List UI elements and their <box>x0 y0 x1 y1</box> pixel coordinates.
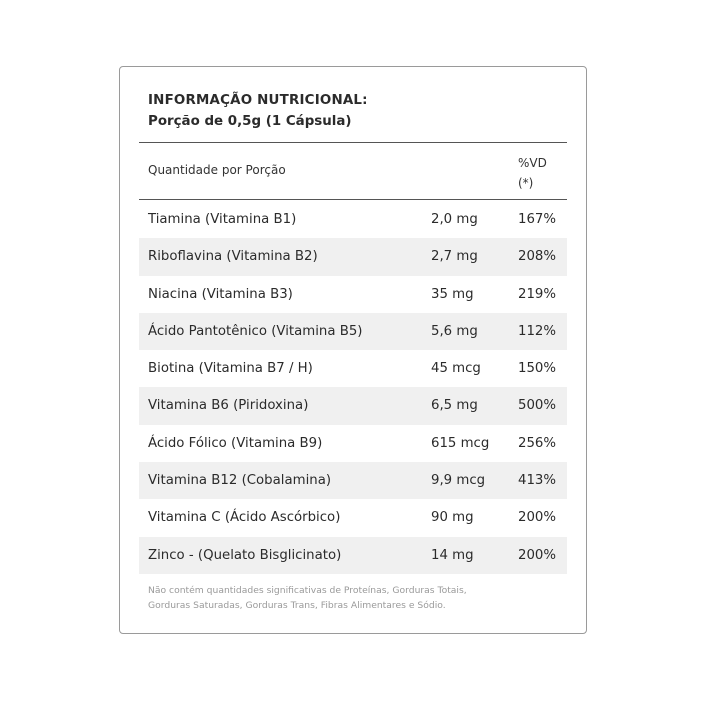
nutrient-amount: 45 mcg <box>431 361 481 377</box>
nutrient-vd: 200% <box>518 547 557 563</box>
column-header-vd-note: (*) <box>518 176 534 190</box>
nutrient-name: Vitamina B6 (Piridoxina) <box>148 398 309 414</box>
table-row <box>139 499 567 536</box>
table-row <box>139 201 567 238</box>
nutrient-amount: 35 mg <box>431 286 474 302</box>
table-row <box>139 537 567 574</box>
nutrient-amount: 90 mg <box>431 510 474 526</box>
table-row <box>139 425 567 462</box>
header-divider-top <box>139 142 567 143</box>
table-row <box>139 387 567 424</box>
table-row <box>139 276 567 313</box>
table-row <box>139 238 567 275</box>
nutrient-amount: 14 mg <box>431 547 474 563</box>
header-divider-bottom <box>139 199 567 200</box>
nutrient-vd: 256% <box>518 435 557 451</box>
nutrition-facts-card <box>119 66 587 634</box>
nutrient-vd: 167% <box>518 212 557 227</box>
nutrient-vd: 208% <box>518 249 557 265</box>
column-header-vd <box>518 153 547 193</box>
nutrient-name: Riboflavina (Vitamina B2) <box>148 249 318 265</box>
nutrient-name: Vitamina B12 (Cobalamina) <box>148 473 332 489</box>
column-header-vd-label: %VD <box>518 156 547 170</box>
nutrition-title: INFORMAÇÃO NUTRICIONAL: <box>148 93 368 108</box>
nutrient-vd: 200% <box>518 510 557 526</box>
nutrient-name: Vitamina C (Ácido Ascórbico) <box>148 510 341 526</box>
footnote-line: Gorduras Saturadas, Gorduras Trans, Fibras Alimentares e Sódio. <box>148 600 446 611</box>
nutrient-name: Niacina (Vitamina B3) <box>148 286 293 302</box>
nutrient-name: Ácido Pantotênico (Vitamina B5) <box>148 323 363 339</box>
nutrient-table <box>139 201 567 574</box>
footnote <box>148 583 568 613</box>
nutrient-vd: 413% <box>518 473 557 489</box>
nutrient-amount: 5,6 mg <box>431 323 478 339</box>
nutrient-name: Ácido Fólico (Vitamina B9) <box>148 435 323 451</box>
nutrient-name: Tiamina (Vitamina B1) <box>148 212 297 227</box>
nutrient-amount: 2,0 mg <box>431 212 478 227</box>
nutrient-vd: 500% <box>518 398 557 414</box>
nutrient-amount: 615 mcg <box>431 435 490 451</box>
nutrient-name: Zinco - (Quelato Bisglicinato) <box>148 547 342 563</box>
table-row <box>139 313 567 350</box>
serving-size: Porção de 0,5g (1 Cápsula) <box>148 114 352 129</box>
footnote-line: Não contém quantidades significativas de Proteínas, Gorduras Totais, <box>148 585 467 596</box>
nutrient-amount: 6,5 mg <box>431 398 478 414</box>
nutrient-vd: 150% <box>518 361 557 377</box>
nutrient-vd: 219% <box>518 286 557 302</box>
nutrient-amount: 2,7 mg <box>431 249 478 265</box>
nutrient-name: Biotina (Vitamina B7 / H) <box>148 361 313 377</box>
table-row <box>139 462 567 499</box>
table-row <box>139 350 567 387</box>
nutrition-facts-content <box>139 67 567 633</box>
nutrient-vd: 112% <box>518 323 557 339</box>
column-header-quantity: Quantidade por Porção <box>148 163 286 177</box>
nutrient-amount: 9,9 mcg <box>431 473 486 489</box>
